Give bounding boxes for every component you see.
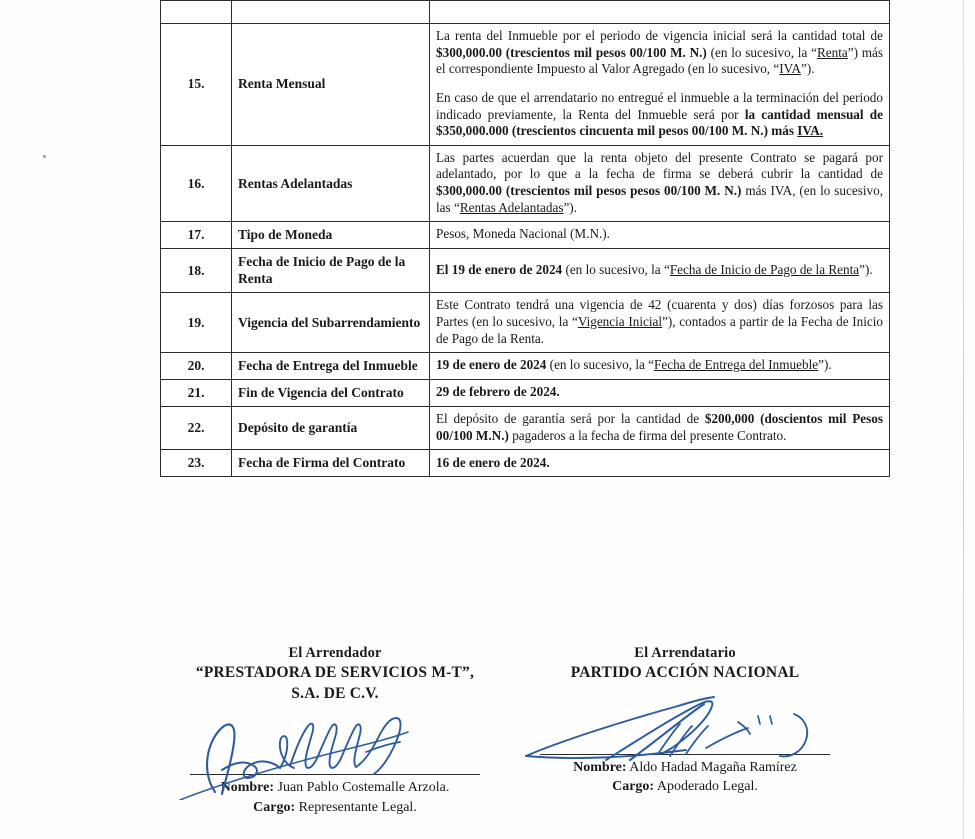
table-row [161,222,890,249]
table-row [161,450,890,477]
cell-item-description [430,222,890,249]
cell-item-number: 16. [161,145,232,222]
text-run: 16 de enero de 2024. [436,454,550,470]
text-run: Rentas Adelantadas [459,199,564,215]
text-run: Las partes acuerdan que la renta objeto del presente Contrato se pagará por adelantado, por lo que a la fecha de firma se deberá cubrir la cantidad de [436,149,883,182]
description-paragraph [436,150,883,217]
cell-item-description [430,249,890,293]
text-run: ”). [818,357,832,373]
text-run: (en lo sucesivo, la “ [706,44,817,60]
cell-item-label: Fecha de Firma del Contrato [232,450,430,477]
description-paragraph [436,28,883,78]
lessor-title-value: Representante Legal. [298,799,417,815]
table-row [161,407,890,450]
cell-item-label: Fecha de Entrega del Inmueble [232,353,430,380]
cell-item-label: Fin de Vigencia del Contrato [232,380,430,407]
lessor-title-label: Cargo: [253,799,296,815]
text-run: Fecha de Entrega del Inmueble [654,357,819,373]
lessee-name-value: Aldo Hadad Magaña Ramírez [629,759,797,775]
text-run: En caso de que el arrendatario no entregué el inmueble a la terminación del periodo indicado previamente, la Renta del Inmueble será por [436,89,883,122]
lessor-title-line [160,798,510,818]
description-paragraph [436,90,883,140]
text-run: pagaderos a la fecha de firma del presente Contrato. [508,427,787,443]
description-paragraph [436,384,883,401]
text-run: $300,000.00 (trescientos mil pesos pesos 00/100 M. N.) [436,183,742,198]
text-run: Renta [816,44,848,60]
cell-item-number: 19. [161,293,232,353]
cell-item-description [430,293,890,353]
text-run: 19 de enero de 2024 [436,357,547,373]
description-paragraph [436,262,883,279]
text-run: La renta del Inmueble por el periodo de vigencia inicial será la cantidad total de [436,28,883,43]
lessee-name-line [510,758,860,778]
cell-item-number: 22. [161,407,232,450]
cell-item-description [430,450,890,477]
table-row [161,249,890,293]
text-run: Pesos, Moneda Nacional (M.N.). [436,226,610,242]
description-paragraph [436,357,883,374]
cell-item-description [430,407,890,450]
lessor-party-name-line1: “PRESTADORA DE SERVICIOS M-T”, [195,664,475,682]
cell-item-number: 15. [161,24,232,146]
text-run: ”). [563,199,577,215]
cell-number-partial [161,1,232,24]
lessee-signature-area [510,684,860,754]
text-run: Este Contrato tendrá una vigencia de 42 (cuarenta y dos) días forzosos para las Partes (en lo sucesivo, la “ [436,297,883,329]
cell-item-description [430,380,890,407]
lessee-signature-rule [540,754,830,755]
lessor-signature-area [160,704,510,774]
cell-item-label: Rentas Adelantadas [232,145,430,222]
text-run: la cantidad mensual de $350,000.000 (trescientos cincuenta mil pesos 00/100 M. N.) más [436,106,883,139]
signature-block [160,644,860,817]
cell-item-label: Renta Mensual [232,24,430,146]
text-run: El 19 de enero de 2024 [436,261,563,277]
cell-item-number: 18. [161,249,232,293]
table-body [161,1,890,477]
description-paragraph [436,411,883,444]
cell-item-description [430,145,890,222]
lessee-role-heading: El Arrendatario [634,645,736,661]
table-row-partial-top [161,1,890,24]
text-run: Vigencia Inicial [577,313,663,329]
description-paragraph [436,226,883,243]
description-paragraph [436,297,883,347]
lessor-role-heading: El Arrendador [288,645,382,661]
cell-item-label: Fecha de Inicio de Pago de la Renta [232,249,430,293]
text-run: ”). [859,261,873,277]
cell-item-number: 23. [161,450,232,477]
lessor-signature-rule [190,774,480,775]
table-row [161,353,890,380]
text-run: IVA. [797,123,824,139]
signature-column-lessor [160,644,510,817]
cell-item-label: Depósito de garantía [232,407,430,450]
text-run: más IVA, (en lo sucesivo, las “ [436,183,883,215]
lessee-title-line [510,777,860,797]
table-row [161,24,890,146]
cell-item-number: 17. [161,222,232,249]
cell-item-description [430,24,890,146]
cell-label-partial [232,1,430,24]
cell-item-number: 21. [161,380,232,407]
text-run: El depósito de garantía será por la cantidad de [436,411,705,427]
lessor-party-name-line2: S.A. DE C.V. [291,684,379,702]
table-row [161,293,890,353]
text-run: ”). [801,61,815,77]
lessor-name-line [160,778,510,798]
lessee-title-value: Apoderado Legal. [656,779,758,795]
text-run: IVA [779,61,802,77]
cell-item-number: 20. [161,353,232,380]
cell-description-partial [430,1,890,24]
description-paragraph [436,455,883,472]
scan-speck [43,155,46,158]
contract-terms-table [160,0,890,477]
cell-item-label: Tipo de Moneda [232,222,430,249]
text-run: 29 de febrero de 2024. [436,384,560,400]
lessee-name-label: Nombre: [573,759,627,775]
lessor-name-label: Nombre: [220,779,275,795]
cell-item-description [430,353,890,380]
table-row [161,145,890,222]
table-row [161,380,890,407]
signature-column-lessee [510,644,860,817]
text-run: ”) más el correspondiente Impuesto al Valor Agregado (en lo sucesivo, “ [436,44,883,77]
text-run: $200,000 (doscientos mil Pesos 00/100 M.N.) [436,411,884,443]
text-run: ”), contados a partir de la Fecha de Inicio de Pago de la Renta. [436,313,883,346]
lessor-name-value: Juan Pablo Costemalle Arzola. [277,779,450,795]
text-run: Fecha de Inicio de Pago de la Renta [669,261,860,277]
scan-edge [963,0,964,839]
text-run: $300,000.00 (trescientos mil pesos 00/100 M. N.) [436,44,707,60]
text-run: (en lo sucesivo, la “ [562,261,670,277]
lessee-party-name-line1: PARTIDO ACCIÓN NACIONAL [570,664,800,682]
text-run: (en lo sucesivo, la “ [546,357,655,373]
lessee-title-label: Cargo: [612,779,655,795]
cell-item-label: Vigencia del Subarrendamiento [232,293,430,353]
